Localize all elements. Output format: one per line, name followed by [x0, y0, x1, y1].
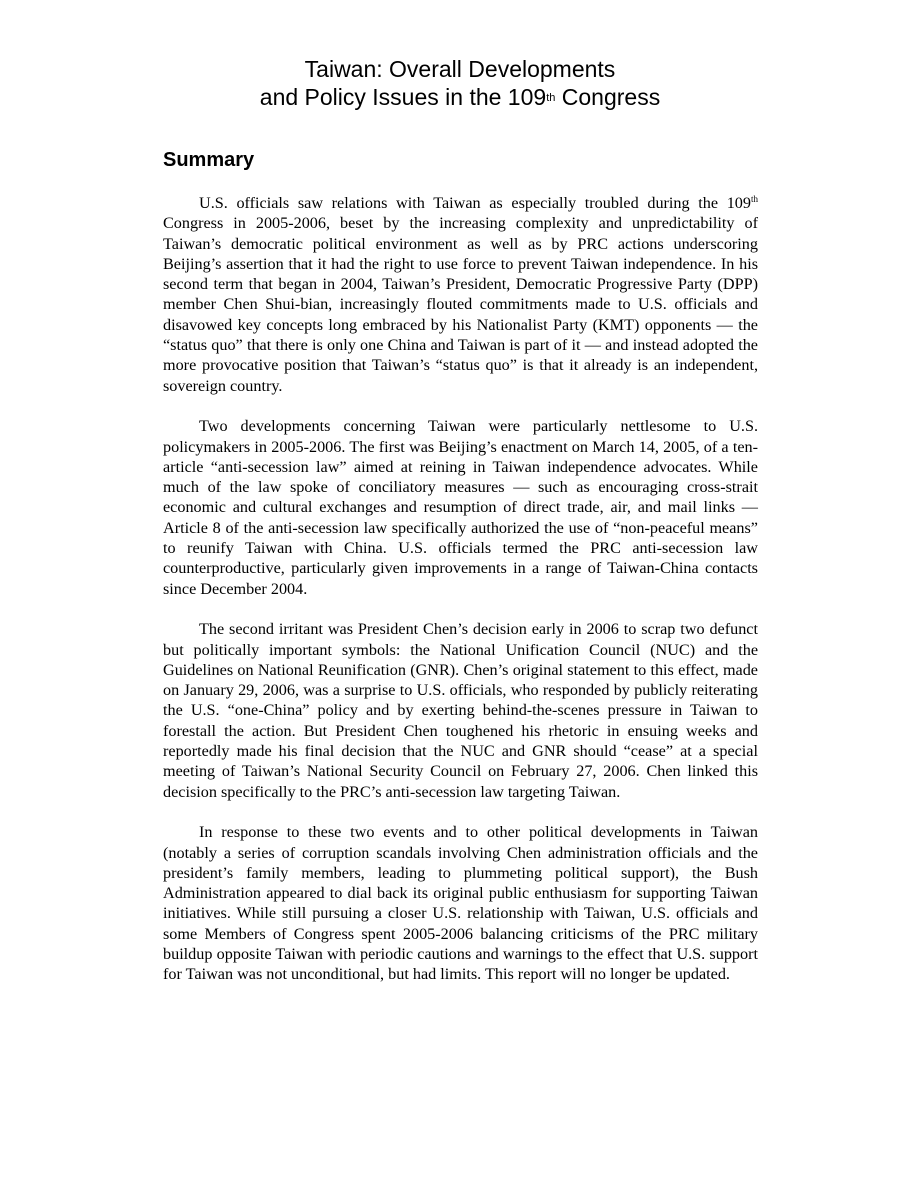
paragraph-4: In response to these two events and to other political developments in Taiwan (notably a series of corruption scandals involving Chen administration officials and the president’s family members, leading to plummeting political support), the Bush Administration appeared to dial back its original public enthusiasm for supporting Taiwan initiatives. While still pursuing a closer U.S. relationship with Taiwan, U.S. officials and some Members of Congress spent 2005-2006 balancing criticisms of the PRC military buildup opposite Taiwan with periodic cautions and warnings to the effect that U.S. support for Taiwan was not unconditional, but had limits. This report will no longer be updated. — [163, 823, 758, 984]
paragraph-2: Two developments concerning Taiwan were particularly nettlesome to U.S. policymakers in 2005-2006. The first was Beijing’s enactment on March 14, 2005, of a ten-article “anti-secession law” aimed at reining in Taiwan independence advocates. While much of the law spoke of conciliatory measures — such as encouraging cross-strait economic and cultural exchanges and resumption of direct trade, air, and mail links — Article 8 of the anti-secession law specifically authorized the use of “non-peaceful means” to reunify Taiwan with China. U.S. officials termed the PRC anti-secession law counterproductive, particularly given improvements in a range of Taiwan-China contacts since December 2004. — [163, 417, 758, 598]
paragraph-1-start: U.S. officials saw relations with Taiwan as especially troubled during the 109 — [199, 194, 751, 212]
summary-body — [163, 193, 758, 1005]
paragraph-1 — [163, 193, 758, 396]
section-heading-summary: Summary — [163, 149, 255, 171]
paragraph-1-rest: Congress in 2005-2006, beset by the increasing complexity and unpredictability of Taiwan’s democratic political environment as well as by PRC actions underscoring Beijing’s assertion that it had the right to use force to prevent Taiwan independence. In his second term that began in 2004, Taiwan’s President, Democratic Progressive Party (DPP) member Chen Shui-bian, increasingly flouted commitments made to U.S. officials and disavowed key concepts long embraced by his Nationalist Party (KMT) opponents — the “status quo” that there is only one China and Taiwan is part of it — and instead adopted the more provocative position that Taiwan’s “status quo” is that it already is an independent, sovereign country. — [163, 214, 758, 395]
report-title-line-1: Taiwan: Overall Developments — [304, 56, 616, 82]
paragraph-3: The second irritant was President Chen’s decision early in 2006 to scrap two defunct but politically important symbols: the National Unification Council (NUC) and the Guidelines on National Reunification (GNR). Chen’s original statement to this effect, made on January 29, 2006, was a surprise to U.S. officials, who responded by publicly reiterating the U.S. “one-China” policy and by exerting behind-the-scenes pressure in Taiwan to forestall the action. But President Chen toughened his rhetoric in ensuing weeks and reportedly made his final decision that the NUC and GNR should “cease” at a special meeting of Taiwan’s National Security Council on February 27, 2006. Chen linked this decision specifically to the PRC’s anti-secession law targeting Taiwan. — [163, 620, 758, 801]
report-title — [0, 55, 920, 111]
ordinal-suffix: th — [546, 92, 556, 104]
report-title-line-2 — [260, 84, 660, 110]
report-title-line-2-end: Congress — [555, 84, 661, 110]
ordinal-suffix: th — [750, 194, 758, 204]
report-title-line-2-text: and Policy Issues in the 109 — [259, 84, 547, 110]
